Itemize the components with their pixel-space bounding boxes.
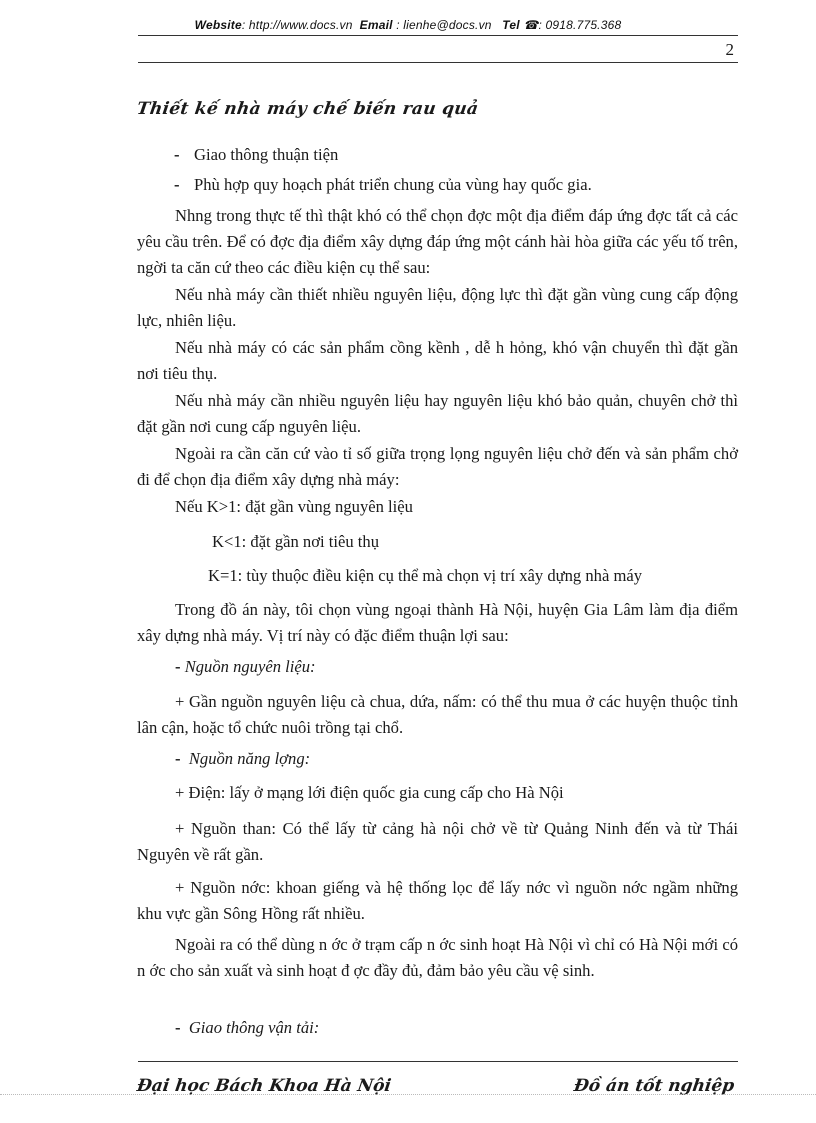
paragraph: Nếu nhà máy cần thiết nhiều nguyên liệu, động lực thì đặt gần vùng cung cấp động lực, nhiên liệu. <box>137 285 738 330</box>
email-value[interactable]: : lienhe@docs.vn <box>396 18 492 32</box>
paragraph: Nhng trong thực tế thì thật khó có thể chọn đợc một địa điểm đáp ứng đợc tất cả các yêu cầu trên. Để có đợc địa điểm xây dựng đáp ứng một cánh hài hòa giữa các yếu tố trên, ngời ta căn cứ theo các điều kiện cụ thể sau: <box>137 206 738 277</box>
condition-line: Nếu K>1: đặt gần vùng nguyên liệu <box>175 497 413 516</box>
website-value[interactable]: : http://www.docs.vn <box>241 18 353 32</box>
paragraph: Nếu nhà máy có các sản phẩm cồng kềnh , dễ h hỏng, khó vận chuyển thì đặt gần nơi tiêu thụ. <box>137 338 738 383</box>
section-heading-text: Giao thông vận tải: <box>188 1018 320 1037</box>
section-heading: - Nguồn nguyên liệu: <box>175 657 316 676</box>
bullet-text: Giao thông thuận tiện <box>194 145 339 164</box>
section-heading-text: Nguồn năng lợng: <box>188 749 311 768</box>
bullet-item <box>174 145 338 165</box>
paragraph: Ngoài ra cần căn cứ vào tỉ số giữa trọng lọng nguyên liệu chở đến và sản phẩm chở đi để chọn địa điểm xây dựng nhà máy: <box>137 444 738 489</box>
email-label: Email <box>359 18 393 32</box>
footer-doc-type: Đồ án tốt nghiệp <box>572 1076 736 1096</box>
phone-icon: ☎ <box>523 18 539 32</box>
condition-line: K<1: đặt gần nơi tiêu thụ <box>212 532 379 551</box>
section-heading: - Giao thông vận tải: <box>175 1018 320 1037</box>
paragraph: + Điện: lấy ở mạng lới điện quốc gia cung cấp cho Hà Nội <box>175 783 564 802</box>
header-rule-bottom <box>138 62 738 63</box>
bullet-item <box>174 175 592 195</box>
paragraph: + Nguồn nớc: khoan giếng và hệ thống lọc để lấy nớc vì nguồn nớc ngầm những khu vực gần Sông Hồng rất nhiều. <box>137 878 738 923</box>
footer-university: Đại học Bách Khoa Hà Nội <box>135 1076 393 1096</box>
bullet-text: Phù hợp quy hoạch phát triển chung của vùng hay quốc gia. <box>194 175 592 194</box>
paragraph: Trong đồ án này, tôi chọn vùng ngoại thành Hà Nội, huyện Gia Lâm làm địa điểm xây dựng nhà máy. Vị trí này có đặc điểm thuận lợi sau: <box>137 600 738 645</box>
chapter-title: Thiết kế nhà máy chế biến rau quả <box>135 99 480 119</box>
footer-rule <box>138 1061 738 1062</box>
section-heading: - Nguồn năng lợng: <box>175 749 311 768</box>
website-label: Website <box>194 18 242 32</box>
condition-line: K=1: tùy thuộc điều kiện cụ thể mà chọn vị trí xây dựng nhà máy <box>208 566 643 585</box>
page-bottom-dotted-line <box>0 1094 816 1095</box>
tel-value: : 0918.775.368 <box>538 18 622 32</box>
header-contact <box>0 18 816 32</box>
header-rule-top <box>138 35 738 36</box>
paragraph: Ngoài ra có thể dùng n ớc ở trạm cấp n ớc sinh hoạt Hà Nội vì chỉ có Hà Nội mới có n ớc cho sản xuất và sinh hoạt đ ợc đầy đủ, đảm bảo yêu cầu vệ sinh. <box>137 935 738 980</box>
paragraph: + Gần nguồn nguyên liệu cà chua, dứa, nấm: có thể thu mua ở các huyện thuộc tỉnh lân cận, hoặc tổ chức nuôi trồng tại chổ. <box>137 692 738 737</box>
section-heading-text: Nguồn nguyên liệu: <box>184 657 316 676</box>
paragraph: Nếu nhà máy cần nhiều nguyên liệu hay nguyên liệu khó bảo quản, chuyên chở thì đặt gần nơi cung cấp nguyên liệu. <box>137 391 738 436</box>
tel-label: Tel <box>502 18 520 32</box>
page-number: 2 <box>725 40 734 59</box>
paragraph: + Nguồn than: Có thể lấy từ cảng hà nội chở về từ Quảng Ninh đến và từ Thái Nguyên về rất gần. <box>137 819 738 864</box>
